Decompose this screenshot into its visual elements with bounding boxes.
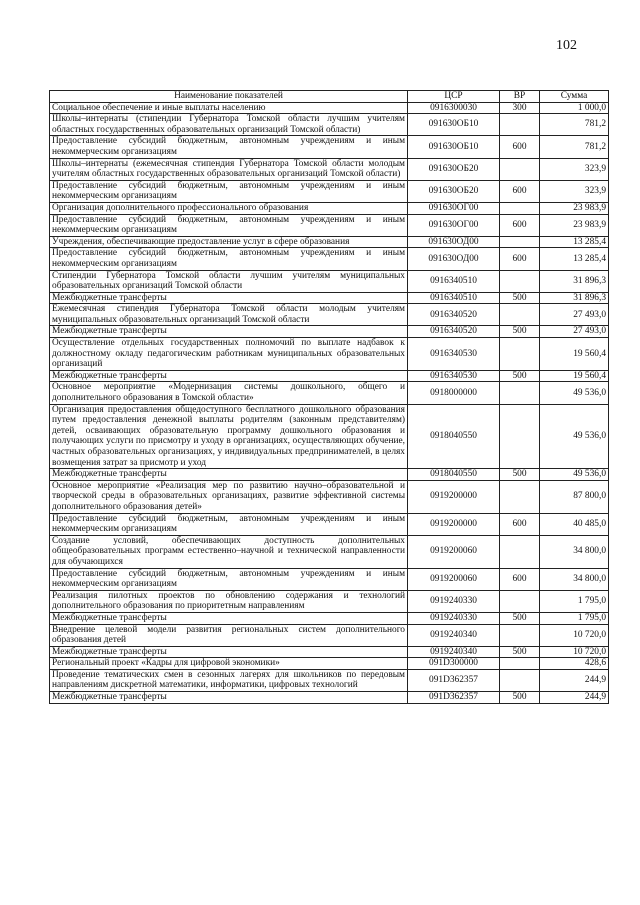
row-csr: 091630ОБ20 bbox=[408, 180, 500, 202]
row-vr: 500 bbox=[500, 292, 540, 304]
table-row bbox=[50, 338, 609, 371]
row-name: Организация предоставления общедоступного бесплатного дошкольного образования путем предоставления денежной выплаты родителям (законным представителям) детей, осваивающих образовательную программу дошкольного образования и получающих услуги по присмотру и уходу в организациях, осуществляющих обучение, частных образовательных организациях, у индивидуальных предпринимателей, в целях возмещения затрат за присмотр и уход bbox=[50, 404, 408, 469]
row-vr bbox=[500, 382, 540, 404]
row-name: Предоставление субсидий бюджетным, автономным учреждениям и иным некоммерческим организациям bbox=[50, 513, 408, 535]
table-header-row bbox=[50, 91, 609, 103]
row-csr: 091630ОБ20 bbox=[408, 158, 500, 180]
table-row bbox=[50, 292, 609, 304]
row-csr: 0916340530 bbox=[408, 338, 500, 371]
row-name: Основное мероприятие «Реализация мер по развитию научно–образовательной и творческой среды в образовательных организациях, развитие эффективной системы дополнительного образования детей» bbox=[50, 480, 408, 513]
table-row bbox=[50, 535, 609, 568]
table-row bbox=[50, 469, 609, 481]
table-row bbox=[50, 102, 609, 114]
row-vr bbox=[500, 480, 540, 513]
row-csr: 091630ОБ10 bbox=[408, 136, 500, 158]
table-row bbox=[50, 304, 609, 326]
row-csr: 0919240340 bbox=[408, 646, 500, 658]
row-vr: 500 bbox=[500, 370, 540, 382]
row-csr: 0919240330 bbox=[408, 612, 500, 624]
row-vr bbox=[500, 158, 540, 180]
row-vr: 600 bbox=[500, 248, 540, 270]
row-sum: 323,9 bbox=[540, 180, 609, 202]
row-vr: 500 bbox=[500, 326, 540, 338]
row-sum: 31 896,3 bbox=[540, 270, 609, 292]
table-row bbox=[50, 214, 609, 236]
row-name: Межбюджетные трансферты bbox=[50, 292, 408, 304]
row-name: Предоставление субсидий бюджетным, автономным учреждениям и иным некоммерческим организациям bbox=[50, 568, 408, 590]
row-csr: 0919200060 bbox=[408, 535, 500, 568]
row-csr: 0918040550 bbox=[408, 469, 500, 481]
row-sum: 19 560,4 bbox=[540, 338, 609, 371]
row-csr: 0916340510 bbox=[408, 292, 500, 304]
row-vr: 500 bbox=[500, 646, 540, 658]
row-vr bbox=[500, 624, 540, 646]
row-name: Межбюджетные трансферты bbox=[50, 326, 408, 338]
row-csr: 0916340520 bbox=[408, 326, 500, 338]
row-name: Создание условий, обеспечивающих доступность дополнительных общеобразовательных программ естественно–научной и технической направленности для обучающихся bbox=[50, 535, 408, 568]
row-name: Школы–интернаты (ежемесячная стипендия Губернатора Томской области молодым учителям областных государственных образовательных организаций Томской области) bbox=[50, 158, 408, 180]
row-vr bbox=[500, 338, 540, 371]
row-csr: 0919240330 bbox=[408, 590, 500, 612]
row-name: Стипендии Губернатора Томской области лучшим учителям муниципальных образовательных организаций Томской области bbox=[50, 270, 408, 292]
row-csr: 0919200060 bbox=[408, 568, 500, 590]
row-csr: 091630ОГ00 bbox=[408, 214, 500, 236]
row-sum: 13 285,4 bbox=[540, 236, 609, 248]
row-csr: 0919200000 bbox=[408, 480, 500, 513]
header-csr: ЦСР bbox=[408, 91, 500, 103]
row-name: Реализация пилотных проектов по обновлению содержания и технологий дополнительного образования по приоритетным направлениям bbox=[50, 590, 408, 612]
table-row bbox=[50, 480, 609, 513]
row-name: Внедрение целевой модели развития региональных систем дополнительного образования детей bbox=[50, 624, 408, 646]
row-name: Межбюджетные трансферты bbox=[50, 469, 408, 481]
row-csr: 0916300030 bbox=[408, 102, 500, 114]
row-name: Межбюджетные трансферты bbox=[50, 370, 408, 382]
row-sum: 10 720,0 bbox=[540, 646, 609, 658]
row-vr bbox=[500, 590, 540, 612]
table-row bbox=[50, 236, 609, 248]
row-vr bbox=[500, 658, 540, 670]
row-sum: 781,2 bbox=[540, 114, 609, 136]
row-name: Предоставление субсидий бюджетным, автономным учреждениям и иным некоммерческим организациям bbox=[50, 180, 408, 202]
budget-table bbox=[49, 90, 609, 704]
row-vr bbox=[500, 535, 540, 568]
row-sum: 13 285,4 bbox=[540, 248, 609, 270]
row-sum: 23 983,9 bbox=[540, 214, 609, 236]
row-name: Межбюджетные трансферты bbox=[50, 646, 408, 658]
row-name: Межбюджетные трансферты bbox=[50, 612, 408, 624]
row-sum: 323,9 bbox=[540, 158, 609, 180]
row-csr: 091630ОД00 bbox=[408, 236, 500, 248]
row-vr: 300 bbox=[500, 102, 540, 114]
row-sum: 244,9 bbox=[540, 692, 609, 704]
row-csr: 091D362357 bbox=[408, 669, 500, 691]
table-row bbox=[50, 612, 609, 624]
row-sum: 87 800,0 bbox=[540, 480, 609, 513]
row-name: Региональный проект «Кадры для цифровой экономики» bbox=[50, 658, 408, 670]
row-name: Основное мероприятие «Модернизация системы дошкольного, общего и дополнительного образования в Томской области» bbox=[50, 382, 408, 404]
table-row bbox=[50, 158, 609, 180]
row-sum: 27 493,0 bbox=[540, 326, 609, 338]
row-vr bbox=[500, 114, 540, 136]
row-sum: 244,9 bbox=[540, 669, 609, 691]
row-sum: 49 536,0 bbox=[540, 404, 609, 469]
row-sum: 1 795,0 bbox=[540, 612, 609, 624]
page-number: 102 bbox=[556, 38, 577, 53]
row-sum: 10 720,0 bbox=[540, 624, 609, 646]
table-row bbox=[50, 180, 609, 202]
row-csr: 0916340530 bbox=[408, 370, 500, 382]
row-sum: 19 560,4 bbox=[540, 370, 609, 382]
table-row bbox=[50, 568, 609, 590]
row-sum: 23 983,9 bbox=[540, 202, 609, 214]
row-vr bbox=[500, 270, 540, 292]
row-vr: 600 bbox=[500, 568, 540, 590]
row-vr: 500 bbox=[500, 612, 540, 624]
row-csr: 091D362357 bbox=[408, 692, 500, 704]
table-row bbox=[50, 590, 609, 612]
table-row bbox=[50, 646, 609, 658]
row-csr: 0919240340 bbox=[408, 624, 500, 646]
row-sum: 40 485,0 bbox=[540, 513, 609, 535]
row-vr: 600 bbox=[500, 214, 540, 236]
row-csr: 0916340510 bbox=[408, 270, 500, 292]
row-sum: 34 800,0 bbox=[540, 535, 609, 568]
row-sum: 34 800,0 bbox=[540, 568, 609, 590]
row-sum: 49 536,0 bbox=[540, 469, 609, 481]
row-name: Осуществление отдельных государственных полномочий по выплате надбавок к должностному окладу педагогическим работникам муниципальных образовательных организаций bbox=[50, 338, 408, 371]
table-row bbox=[50, 624, 609, 646]
row-csr: 091D300000 bbox=[408, 658, 500, 670]
table-row bbox=[50, 404, 609, 469]
header-sum: Сумма bbox=[540, 91, 609, 103]
row-vr bbox=[500, 404, 540, 469]
row-sum: 1 000,0 bbox=[540, 102, 609, 114]
row-sum: 31 896,3 bbox=[540, 292, 609, 304]
row-sum: 1 795,0 bbox=[540, 590, 609, 612]
row-vr: 500 bbox=[500, 469, 540, 481]
table-row bbox=[50, 382, 609, 404]
table-row bbox=[50, 692, 609, 704]
row-csr: 0919200000 bbox=[408, 513, 500, 535]
row-name: Организация дополнительного профессионального образования bbox=[50, 202, 408, 214]
row-sum: 49 536,0 bbox=[540, 382, 609, 404]
row-name: Школы–интернаты (стипендии Губернатора Томской области лучшим учителям областных государственных образовательных организаций Томской области) bbox=[50, 114, 408, 136]
table-row bbox=[50, 669, 609, 691]
table-row bbox=[50, 202, 609, 214]
row-csr: 0918000000 bbox=[408, 382, 500, 404]
row-vr: 500 bbox=[500, 692, 540, 704]
row-vr bbox=[500, 669, 540, 691]
table-row bbox=[50, 114, 609, 136]
row-name: Проведение тематических смен в сезонных лагерях для школьников по передовым направлениям дискретной математики, информатики, цифровых технологий bbox=[50, 669, 408, 691]
table-row bbox=[50, 270, 609, 292]
header-vr: ВР bbox=[500, 91, 540, 103]
row-name: Межбюджетные трансферты bbox=[50, 692, 408, 704]
row-vr bbox=[500, 236, 540, 248]
row-name: Предоставление субсидий бюджетным, автономным учреждениям и иным некоммерческим организациям bbox=[50, 136, 408, 158]
row-name: Социальное обеспечение и иные выплаты населению bbox=[50, 102, 408, 114]
row-csr: 091630ОБ10 bbox=[408, 114, 500, 136]
row-csr: 0916340520 bbox=[408, 304, 500, 326]
row-vr bbox=[500, 304, 540, 326]
table-row bbox=[50, 326, 609, 338]
row-csr: 091630ОГ00 bbox=[408, 202, 500, 214]
row-vr bbox=[500, 202, 540, 214]
table-row bbox=[50, 248, 609, 270]
row-vr: 600 bbox=[500, 513, 540, 535]
row-csr: 0918040550 bbox=[408, 404, 500, 469]
table-row bbox=[50, 370, 609, 382]
row-csr: 091630ОД00 bbox=[408, 248, 500, 270]
row-sum: 781,2 bbox=[540, 136, 609, 158]
row-name: Учреждения, обеспечивающие предоставление услуг в сфере образования bbox=[50, 236, 408, 248]
row-name: Предоставление субсидий бюджетным, автономным учреждениям и иным некоммерческим организациям bbox=[50, 248, 408, 270]
table-row bbox=[50, 658, 609, 670]
row-name: Предоставление субсидий бюджетным, автономным учреждениям и иным некоммерческим организациям bbox=[50, 214, 408, 236]
row-vr: 600 bbox=[500, 180, 540, 202]
row-vr: 600 bbox=[500, 136, 540, 158]
table-row bbox=[50, 513, 609, 535]
row-name: Ежемесячная стипендия Губернатора Томской области молодым учителям муниципальных образовательных организаций Томской области bbox=[50, 304, 408, 326]
row-sum: 428,6 bbox=[540, 658, 609, 670]
header-name: Наименование показателей bbox=[50, 91, 408, 103]
row-sum: 27 493,0 bbox=[540, 304, 609, 326]
table-row bbox=[50, 136, 609, 158]
